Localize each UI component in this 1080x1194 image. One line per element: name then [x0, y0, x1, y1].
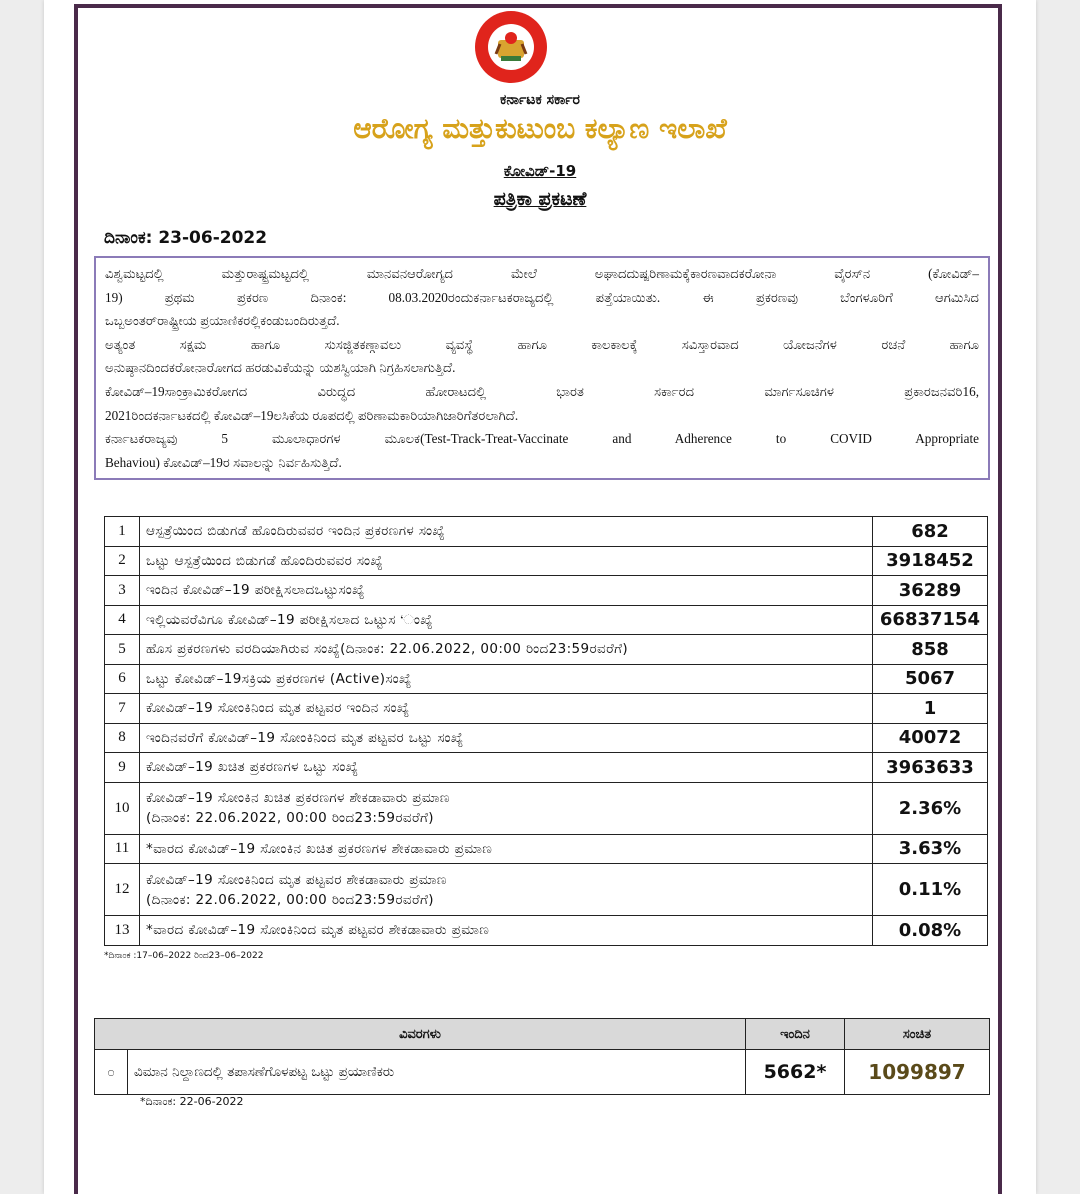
intro-line: 2021ರಿಂದಕರ್ನಾಟಕದಲ್ಲಿ ಕೋವಿಡ್–19ಲಸಿಕೆಯ ರೂಪದಲ್ಲಿ ಪರಿಣಾಮಕಾರಿಯಾಗಿಜಾರಿಗೆತರಲಾಗಿದೆ. [105, 407, 519, 423]
row-description-line: ಒಟ್ಟು ಆಸ್ಪತ್ರೆಯಿಂದ ಬಿಡುಗಡೆ ಹೊಂದಿರುವವರ ಸಂಖ್ಯೆ [146, 552, 384, 569]
row-value: 0.11% [873, 864, 988, 916]
row-value: 5067 [873, 664, 988, 694]
press-release-text: ಪತ್ರಿಕಾ ಪ್ರಕಟಣೆ [493, 188, 587, 210]
weekly-footnote: *ದಿನಾಂಕ :17–06–2022 ರಿಂದ23–06–2022 [104, 951, 264, 961]
row-description-line: ಆಸ್ಪತ್ರೆಯಿಂದ ಬಿಡುಗಡೆ ಹೊಂದಿರುವವರ ಇಂದಿನ ಪ್ರಕರಣಗಳ ಸಂಖ್ಯೆ [146, 523, 445, 540]
row-description-line: *ವಾರದ ಕೋವಿಡ್–19 ಸೋಂಕಿನಿಂದ ಮೃತ ಪಟ್ಟವರ ಶೇಕಡಾವಾರು ಪ್ರಮಾಣ [146, 922, 490, 939]
row-description [140, 635, 873, 665]
table-row [105, 546, 988, 576]
table-row [105, 782, 988, 834]
row-description-line: ಒಟ್ಟು ಕೋವಿಡ್–19ಸಕ್ರಿಯ ಪ್ರಕರಣಗಳ (Active)ಸಂಖ್ಯೆ [146, 670, 412, 687]
header-today: ಇಂದಿನ [746, 1019, 845, 1050]
row-description-line-2: (ದಿನಾಂಕ: 22.06.2022, 00:00 ರಿಂದ23:59ರವರೆಗೆ) [146, 810, 434, 826]
row-value: 3.63% [873, 834, 988, 864]
row-description [140, 664, 873, 694]
row-description-line: ಇಲ್ಲಿಯವರೆವಿಗೂ ಕೋವಿಡ್–19 ಪರೀಕ್ಷಿಸಲಾದ ಒಟ್ಟುಸ ‘ಂಖ್ಯೆ [146, 611, 433, 628]
row-description-line: ಕೋವಿಡ್–19 ಸೋಂಕಿನಿಂದ ಮೃತ ಪಟ್ಟವರ ಶೇಕಡಾವಾರು ಪ್ರಮಾಣ [146, 871, 447, 888]
intro-line: ಒಬ್ಬಅಂತರ್‌ರಾಷ್ಟ್ರೀಯ ಪ್ರಯಾಣಿಕರಲ್ಲಿಕಂಡುಬಂದಿರುತ್ತದೆ. [105, 313, 340, 329]
row-description [140, 546, 873, 576]
row-number: ೦ [95, 1050, 128, 1095]
row-number: 7 [105, 694, 140, 724]
row-value: 36289 [873, 576, 988, 606]
release-date: ದಿನಾಂಕ: 23-06-2022 [104, 228, 268, 248]
row-value: 2.36% [873, 782, 988, 834]
table-row [105, 723, 988, 753]
row-number: 10 [105, 782, 140, 834]
row-number: 4 [105, 605, 140, 635]
row-description [140, 834, 873, 864]
row-description-line: ಕೋವಿಡ್–19 ಸೋಂಕಿನ ಖಚಿತ ಪ್ರಕರಣಗಳ ಶೇಕಡಾವಾರು ಪ್ರಮಾಣ [146, 790, 450, 806]
row-description-line: ಕೋವಿಡ್–19 ಸೋಂಕಿನಿಂದ ಮೃತ ಪಟ್ಟವರ ಇಂದಿನ ಸಂಖ್ಯೆ [146, 700, 410, 717]
covid-heading [0, 162, 1080, 180]
row-description-line: ಇಂದಿನ ಕೋವಿಡ್–19 ಪರೀಕ್ಷಿಸಲಾದಒಟ್ಟುಸಂಖ್ಯೆ [146, 582, 365, 599]
row-value: 0.08% [873, 916, 988, 946]
row-description-line: *ವಾರದ ಕೋವಿಡ್–19 ಸೋಂಕಿನ ಖಚಿತ ಪ್ರಕರಣಗಳ ಶೇಕಡಾವಾರು ಪ್ರಮಾಣ [146, 840, 493, 857]
row-value: 3918452 [873, 546, 988, 576]
table-row [105, 753, 988, 783]
table-row [105, 694, 988, 724]
intro-line: ಅನುಷ್ಠಾನದಿಂದಕರೋನಾರೋಗದ ಹರಡುವಿಕೆಯನ್ನು ಯಶಸ್ವಿಯಾಗಿ ನಿಗ್ರಹಿಸಲಾಗುತ್ತಿದೆ. [105, 360, 456, 376]
row-description: ವಿಮಾನ ನಿಲ್ದಾಣದಲ್ಲಿ ತಪಾಸಣೆಗೊಳಪಟ್ಟ ಒಟ್ಟು ಪ್ರಯಾಣಿಕರು [128, 1050, 746, 1095]
row-description-line: ಕೋವಿಡ್–19 ಖಚಿತ ಪ್ರಕರಣಗಳ ಒಟ್ಟು ಸಂಖ್ಯೆ [146, 759, 359, 776]
government-name: ಕರ್ನಾಟಕ ಸರ್ಕಾರ [500, 92, 580, 108]
row-number: 3 [105, 576, 140, 606]
row-number: 12 [105, 864, 140, 916]
covid-heading-text: ಕೋವಿಡ್-19 [503, 162, 577, 180]
intro-line: Behaviou) ಕೋವಿಡ್–19ರ ಸವಾಲನ್ನು ನಿರ್ವಹಿಸುತ್ತಿದೆ. [105, 454, 342, 470]
row-value: 1 [873, 694, 988, 724]
row-number: 8 [105, 723, 140, 753]
table-row [105, 576, 988, 606]
cumulative-value: 1099897 [845, 1050, 990, 1095]
table-row [95, 1050, 990, 1095]
header-cumulative: ಸಂಚಿತ [845, 1019, 990, 1050]
header-details: ವಿವರಗಳು [95, 1019, 746, 1050]
table-row [105, 517, 988, 547]
row-description [140, 723, 873, 753]
today-value: 5662* [746, 1050, 845, 1095]
intro-box [94, 256, 990, 480]
intro-line: ವಿಶ್ವಮಟ್ಟದಲ್ಲಿ ಮತ್ತುರಾಷ್ಟ್ರಮಟ್ಟದಲ್ಲಿ ಮಾನವನಆರೋಗ್ಯದ ಮೇಲೆ ಅಘಾದದುಷ್ಪರಿಣಾಮಕ್ಕೆಕಾರಣವಾದಕರೋನಾ ವೈರಸ್‌ನ (ಕೋವಿಡ್– [105, 266, 979, 281]
row-description [140, 916, 873, 946]
row-value: 682 [873, 517, 988, 547]
intro-line: ಅತ್ಯಂತ ಸಕ್ಷಮ ಹಾಗೂ ಸುಸಜ್ಜಿತಕಣ್ಗಾವಲು ವ್ಯವಸ್ಥೆ ಹಾಗೂ ಕಾಲಕಾಲಕ್ಕೆ ಸವಿಸ್ತಾರವಾದ ಯೋಜನೆಗಳ ರಚನೆ ಹಾಗೂ [105, 336, 979, 352]
intro-line: ಕರ್ನಾಟಕರಾಜ್ಯವು 5 ಮೂಲಾಧಾರಗಳ ಮೂಲಕ(Test-Track-Treat-Vaccinate and Adherence to COVID Appropriate [105, 431, 979, 447]
table-row [105, 635, 988, 665]
table-row [105, 834, 988, 864]
row-description-line: ಹೊಸ ಪ್ರಕರಣಗಳು ವರದಿಯಾಗಿರುವ ಸಂಖ್ಯೆ(ದಿನಾಂಕ: 22.06.2022, 00:00 ರಿಂದ23:59ರವರೆಗೆ) [146, 641, 629, 658]
row-description [140, 694, 873, 724]
intro-line: 19) ಪ್ರಥಮ ಪ್ರಕರಣ ದಿನಾಂಕ: 08.03.2020ರಂದುಕರ್ನಾಟಕರಾಜ್ಯದಲ್ಲಿ ಪತ್ತೆಯಾಯಿತು. ಈ ಪ್ರಕರಣವು ಬೆಂಗಳೂರಿಗೆ ಆಗಮಿಸಿದ [105, 289, 979, 305]
row-number: 1 [105, 517, 140, 547]
row-number: 2 [105, 546, 140, 576]
row-value: 858 [873, 635, 988, 665]
intro-line: ಕೋವಿಡ್–19ಸಾಂಕ್ರಾಮಿಕರೋಗದ ವಿರುದ್ಧದ ಹೋರಾಟದಲ್ಲಿ ಭಾರತ ಸರ್ಕಾರದ ಮಾರ್ಗಸೂಚಿಗಳ ಪ್ರಕಾರಜನವರಿ16, [105, 383, 979, 399]
row-number: 6 [105, 664, 140, 694]
row-value: 40072 [873, 723, 988, 753]
airport-footnote: *ದಿನಾಂಕ: 22-06-2022 [140, 1095, 244, 1108]
row-number: 13 [105, 916, 140, 946]
department-title: ಆರೋಗ್ಯ ಮತ್ತುಕುಟುಂಬ ಕಲ್ಯಾಣ ಇಲಾಖೆ [353, 112, 727, 145]
table-row [105, 916, 988, 946]
row-description [140, 753, 873, 783]
press-release-heading [0, 188, 1080, 210]
table-row [105, 605, 988, 635]
row-number: 5 [105, 635, 140, 665]
table-row [105, 864, 988, 916]
row-description-line-2: (ದಿನಾಂಕ: 22.06.2022, 00:00 ರಿಂದ23:59ರವರೆಗೆ) [146, 891, 434, 908]
row-description-line: ಇಂದಿನವರೆಗೆ ಕೋವಿಡ್–19 ಸೋಂಕಿನಿಂದ ಮೃತ ಪಟ್ಟವರ ಒಟ್ಟು ಸಂಖ್ಯೆ [146, 729, 464, 746]
row-description [140, 864, 873, 916]
row-description [140, 576, 873, 606]
covid-stats-table [104, 516, 988, 946]
row-value: 66837154 [873, 605, 988, 635]
row-number: 11 [105, 834, 140, 864]
table-row [105, 664, 988, 694]
airport-screening-table [94, 1018, 990, 1095]
row-description [140, 782, 873, 834]
row-description [140, 605, 873, 635]
karnataka-seal-icon [474, 10, 548, 84]
row-description [140, 517, 873, 547]
table-header-row [95, 1019, 990, 1050]
row-value: 3963633 [873, 753, 988, 783]
row-number: 9 [105, 753, 140, 783]
